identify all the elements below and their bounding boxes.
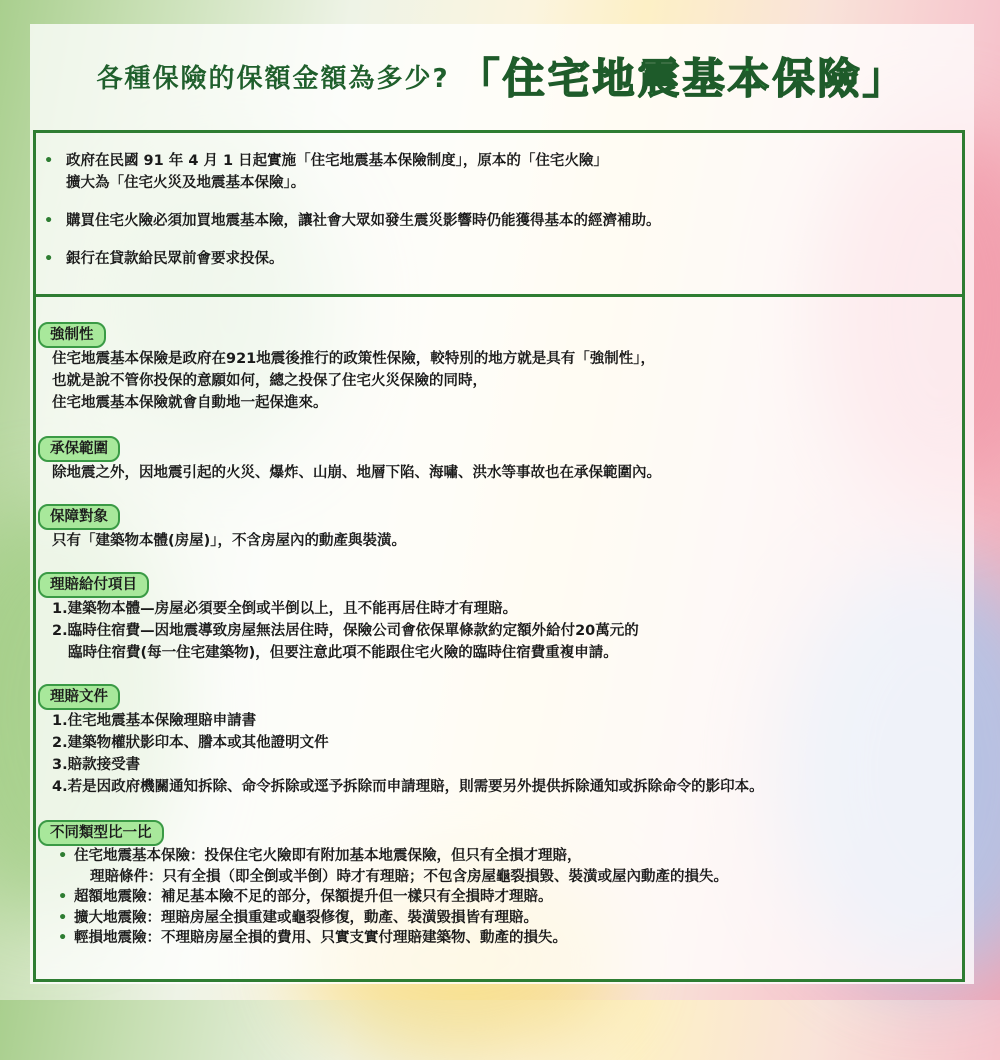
section-divider	[33, 294, 965, 297]
compare-item	[38, 928, 968, 949]
compare-line: 住宅地震基本保險：投保住宅火險即有附加基本地震保險，但只有全損才理賠，	[74, 848, 582, 864]
section-tag: 保障對象	[38, 504, 120, 530]
compare-line: 擴大地震險：理賠房屋全損重建或龜裂修復，動產、裝潢毀損皆有理賠。	[74, 909, 538, 926]
section-line: 也就是說不管你投保的意願如何，總之投保了住宅火災保險的同時，	[52, 373, 487, 389]
section-compare	[38, 820, 968, 949]
bullet-icon: •	[44, 213, 54, 229]
bullet-icon: •	[58, 889, 68, 905]
section-line: 1.住宅地震基本保險理賠申請書	[52, 713, 257, 729]
intro-line: 政府在民國 91 年 4 月 1 日起實施「住宅地震基本保險制度」，原本的「住宅火險」	[66, 153, 608, 169]
bullet-icon: •	[58, 848, 68, 864]
intro-line: 擴大為「住宅火災及地震基本保險」。	[66, 175, 306, 191]
section-tag: 強制性	[38, 322, 106, 348]
section-mandatory	[38, 322, 968, 414]
compare-item	[38, 846, 968, 867]
intro-line: 銀行在貸款給民眾前會要求投保。	[66, 251, 284, 267]
page-title	[30, 26, 974, 126]
section-line: 住宅地震基本保險就會自動地一起保進來。	[52, 395, 328, 411]
section-line: 住宅地震基本保險是政府在921地震後推行的政策性保險，較特別的地方就是具有「強制性」，	[52, 351, 656, 367]
title-prefix: 各種保險的保額金額為多少?	[96, 63, 450, 94]
section-line: 除地震之外，因地震引起的火災、爆炸、山崩、地層下陷、海嘯、洪水等事故也在承保範圍內。	[52, 465, 661, 481]
section-line: 臨時住宿費(每一住宅建築物)，但要注意此項不能跟住宅火險的臨時住宿費重複申請。	[68, 645, 618, 661]
section-target	[38, 504, 968, 552]
section-line: 4.若是因政府機關通知拆除、命令拆除或逕予拆除而申請理賠，則需要另外提供拆除通知或拆除命令的影印本。	[52, 779, 764, 795]
compare-item	[38, 887, 968, 908]
compare-line: 超額地震險：補足基本險不足的部分，保額提升但一樣只有全損時才理賠。	[74, 889, 553, 905]
compare-item	[38, 908, 968, 929]
bullet-icon: •	[58, 909, 68, 926]
section-payout	[38, 572, 968, 664]
section-line: 只有「建築物本體(房屋)」，不含房屋內的動產與裝潢。	[52, 533, 407, 549]
compare-line: 輕損地震險：不理賠房屋全損的費用、只實支實付理賠建築物、動產的損失。	[74, 930, 567, 946]
intro-list	[44, 150, 944, 286]
section-line: 3.賠款接受書	[52, 757, 141, 773]
bullet-icon: •	[58, 930, 68, 946]
intro-item	[44, 210, 944, 232]
section-tag: 理賠文件	[38, 684, 120, 710]
section-line: 2.建築物權狀影印本、謄本或其他證明文件	[52, 735, 329, 751]
intro-line: 購買住宅火險必須加買地震基本險，讓社會大眾如發生震災影響時仍能獲得基本的經濟補助。	[66, 213, 661, 229]
section-line: 1.建築物本體—房屋必須要全倒或半倒以上，且不能再居住時才有理賠。	[52, 601, 518, 617]
section-documents	[38, 684, 968, 798]
title-main: 「住宅地震基本保險」	[457, 54, 908, 103]
section-tag: 承保範圍	[38, 436, 120, 462]
intro-item	[44, 150, 944, 194]
section-tag: 不同類型比一比	[38, 820, 164, 846]
bullet-icon: •	[44, 153, 54, 169]
compare-line: 理賠條件：只有全損（即全倒或半倒）時才有理賠；不包含房屋龜裂損毀、裝潢或屋內動產的損失。	[90, 868, 728, 885]
bullet-icon: •	[44, 251, 54, 267]
section-tag: 理賠給付項目	[38, 572, 149, 598]
section-line: 2.臨時住宿費—因地震導致房屋無法居住時，保險公司會依保單條款約定額外給付20萬元的	[52, 623, 639, 639]
intro-item	[44, 248, 944, 270]
section-coverage	[38, 436, 968, 484]
